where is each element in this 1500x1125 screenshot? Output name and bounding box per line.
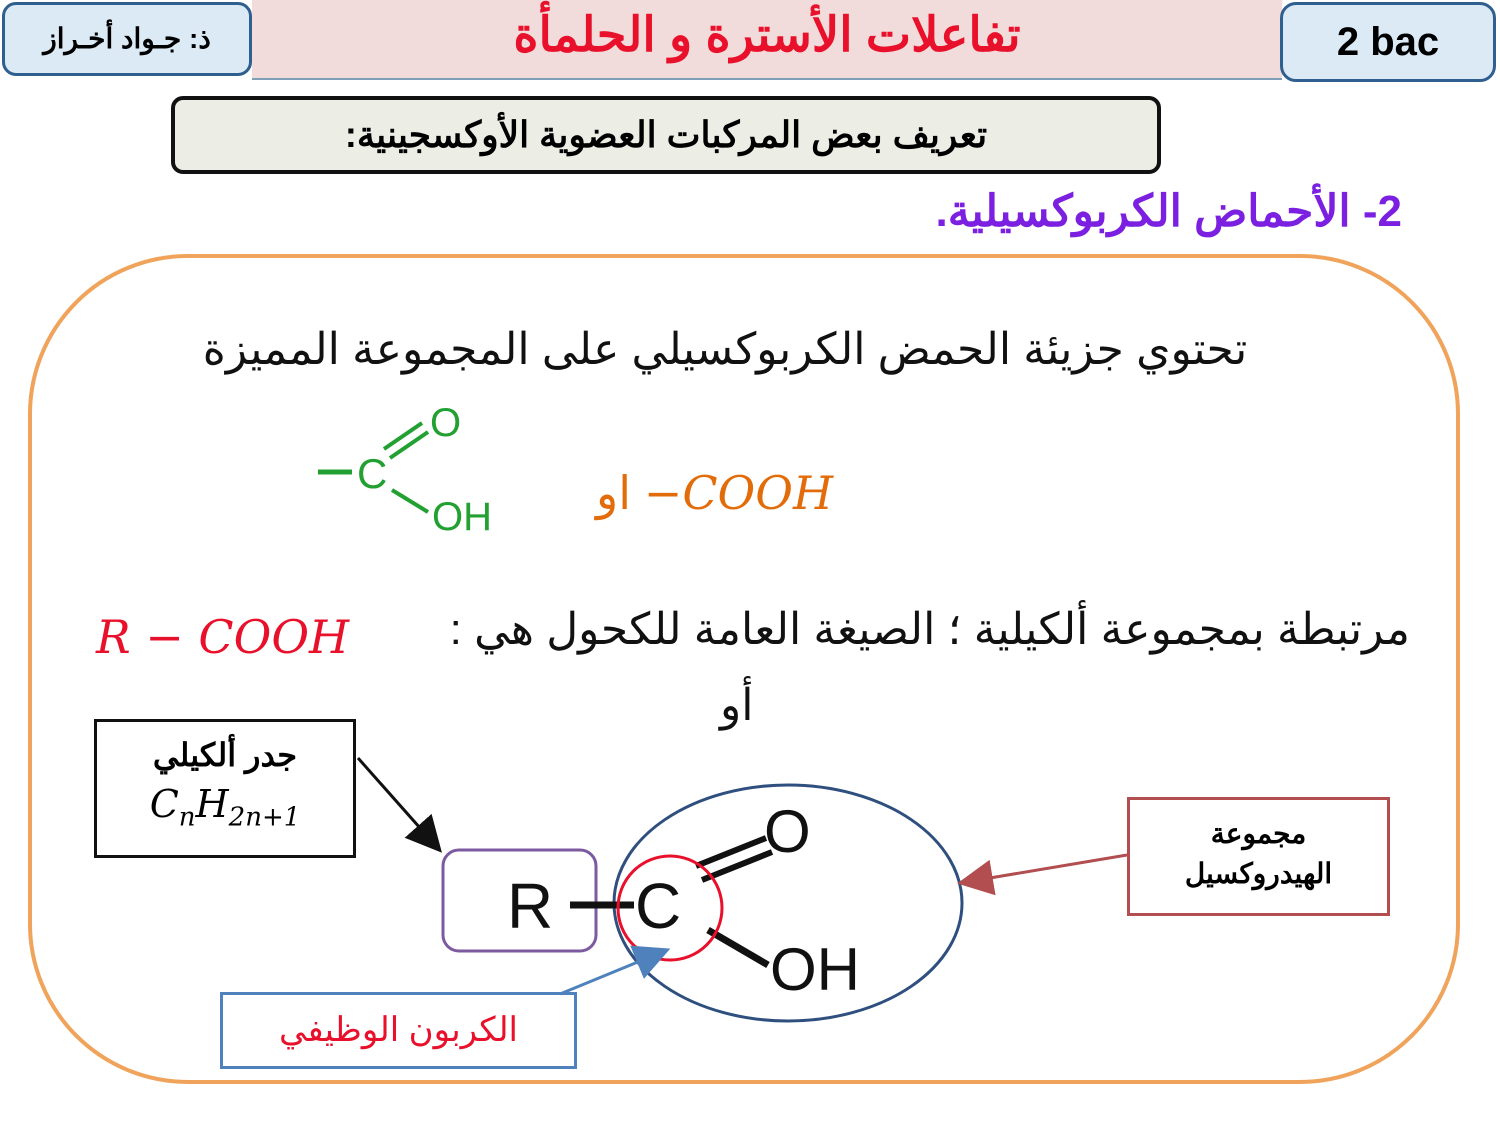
small-carboxyl-structure [318, 401, 492, 539]
or-text: او [596, 467, 631, 519]
cooh-formula: −COOH [643, 466, 834, 520]
oxygen-label: O [764, 798, 811, 865]
alkyl-label: جدر ألكيلي [152, 737, 298, 773]
section-heading: تعريف بعض المركبات العضوية الأوكسجينية: [171, 96, 1161, 174]
teacher-badge: ذ: جـواد أخـراز [2, 2, 252, 76]
definition-line: تحتوي جزيئة الحمض الكربوكسيلي على المجموعة المميزة [202, 325, 1248, 374]
alkyl-formula: $C_nH_{2n+1}$ [149, 782, 301, 833]
level-badge: 2 bac [1280, 2, 1496, 82]
functional-carbon-box: الكربون الوظيفي [220, 992, 577, 1069]
page-title: تفاعلات الأسترة و الحلمأة [513, 9, 1021, 62]
hydroxyl-group-line1: مجموعة [1210, 818, 1307, 849]
hydroxyl-arrow [966, 855, 1127, 882]
general-formula: R − COOH [96, 610, 350, 664]
carbon-label: C [635, 870, 682, 942]
or-word: أو [720, 681, 754, 730]
small-carbon: C [357, 450, 388, 497]
small-oxygen: O [430, 401, 462, 445]
hydroxyl-group-line2: الهيدروكسيل [1184, 858, 1333, 889]
small-hydroxyl: OH [432, 495, 492, 539]
carboxyl-structure [507, 798, 860, 1003]
general-formula-line: مرتبطة بمجموعة ألكيلية ؛ الصيغة العامة للكحول هي : [449, 605, 1410, 654]
subsection-title: 2- الأحماض الكربوكسيلية. [935, 187, 1402, 236]
r-label: R [507, 870, 554, 942]
hydroxyl-label: OH [770, 936, 860, 1003]
alkyl-arrow [358, 758, 436, 846]
